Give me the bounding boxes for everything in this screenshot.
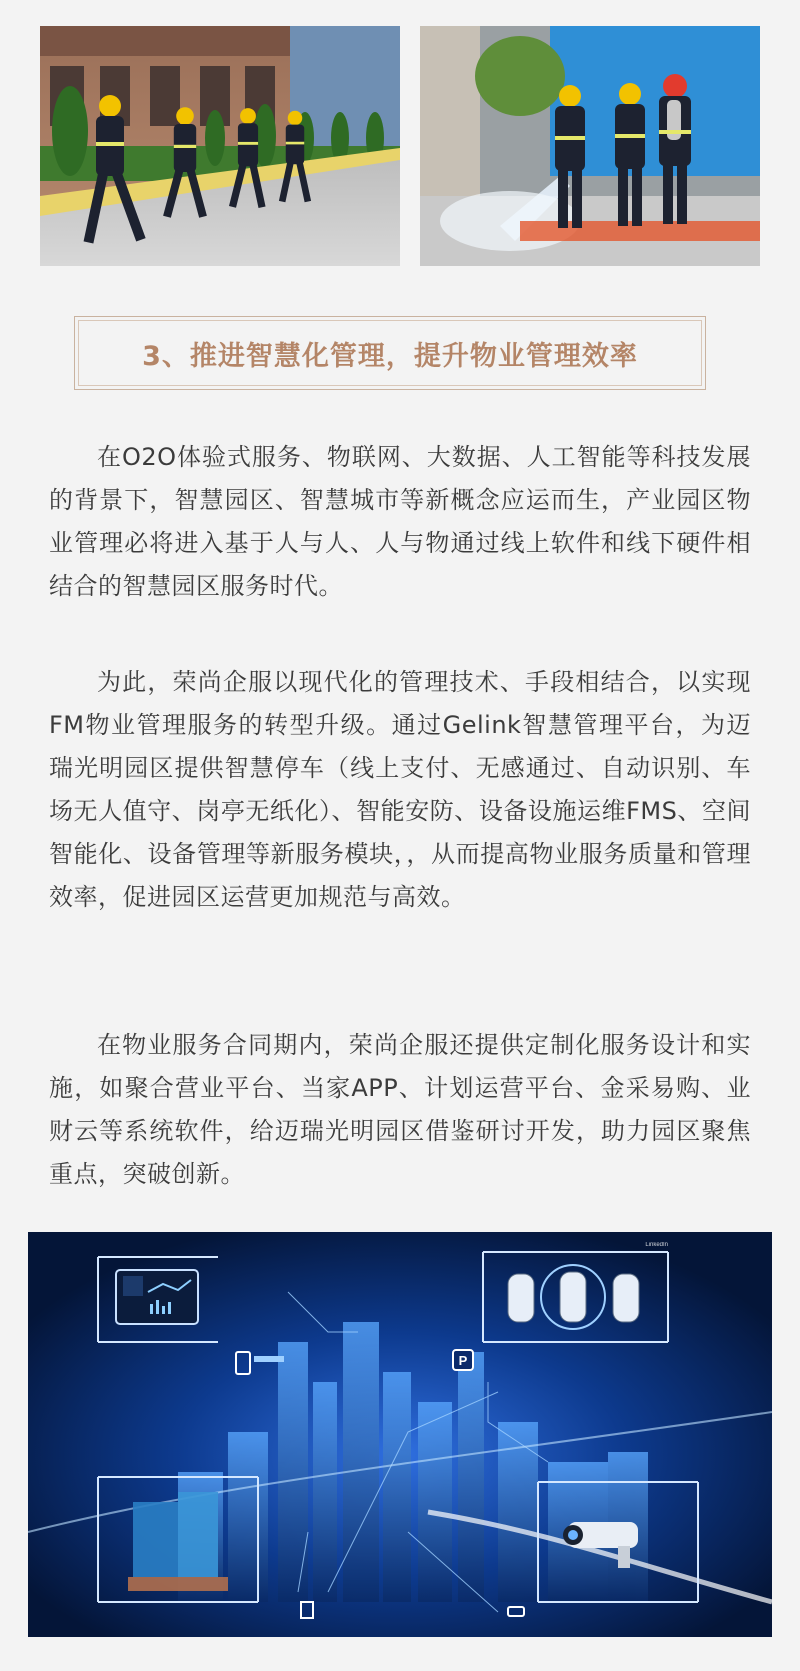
paragraph-custom-services: 在物业服务合同期内，荣尚企服还提供定制化服务设计和实施，如聚合营业平台、当家APP、计划运营平台、金采易购、业财云等系统软件，给迈瑞光明园区借鉴研讨开发，助力园区聚焦重点，突破创新。 bbox=[49, 1031, 751, 1188]
corner-watermark: LinkedIn bbox=[645, 1242, 668, 1248]
section-heading: 3、推进智慧化管理，提升物业管理效率 bbox=[142, 340, 638, 372]
parking-icon bbox=[453, 1350, 473, 1370]
smart-city-illustration bbox=[28, 1232, 772, 1637]
paragraph-gelink-platform: 为此，荣尚企服以现代化的管理技术、手段相结合，以实现FM物业管理服务的转型升级。通过Gelink智慧管理平台，为迈瑞光明园区提供智慧停车（线上支付、无感通过、自动识别、车场无人值守、岗亭无纸化）、智能安防、设备设施运维FMS、空间智能化、设备管理等新服务模块，，从而提高物业服务质量和管理效率，促进园区运营更加规范与高效。 bbox=[49, 668, 751, 911]
firefighters-hose-photo bbox=[420, 26, 760, 266]
parking-sign: P bbox=[458, 1353, 468, 1368]
paragraph-smart-park-background: 在O2O体验式服务、物联网、大数据、人工智能等科技发展的背景下，智慧园区、智慧城市等新概念应运而生，产业园区物业管理必将进入基于人与人、人与物通过线上软件和线下硬件相结合的智慧园区服务时代。 bbox=[49, 443, 751, 600]
firefighters-running-photo bbox=[40, 26, 400, 266]
section-heading-box bbox=[74, 316, 706, 390]
